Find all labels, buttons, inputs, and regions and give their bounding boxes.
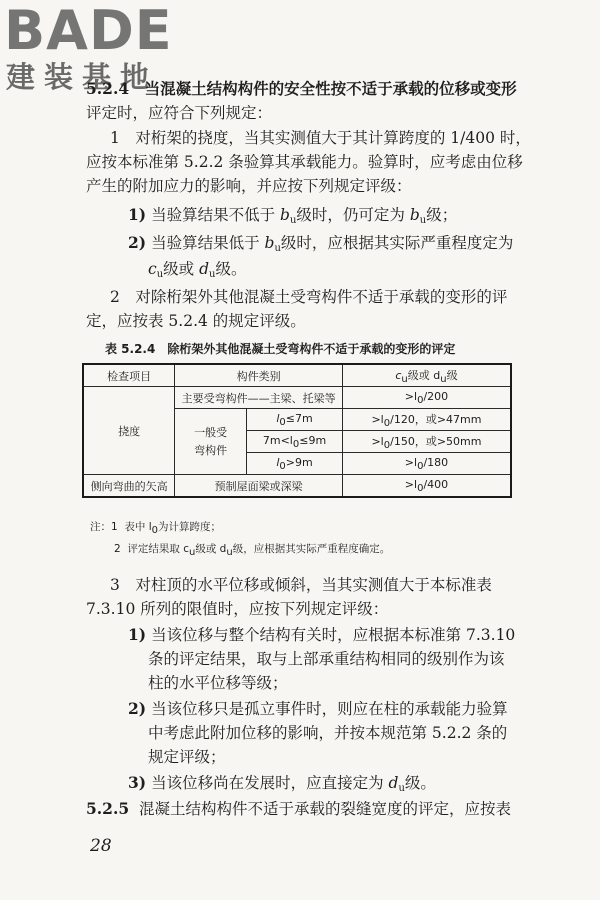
- item1-sub1-text-a: 当验算结果不低于: [151, 206, 280, 224]
- sub-0: 0: [279, 416, 286, 428]
- note-2-text-a: 评定结果取 c: [127, 543, 189, 555]
- note-1-text-b: 为计算跨度；: [158, 521, 222, 533]
- item1-sub2b-text-b: 级。: [215, 260, 247, 278]
- sub-u: u: [401, 373, 408, 385]
- limit-pre: >l: [404, 455, 418, 469]
- var-c: c: [148, 260, 157, 278]
- clause-525-num: 5.2.5: [86, 799, 130, 818]
- table-row: [83, 475, 511, 498]
- sub-0: 0: [279, 460, 286, 472]
- sub-0: 0: [417, 460, 424, 472]
- sub-0: 0: [417, 394, 424, 406]
- cell-main-member: 主要受弯构件——主梁、托梁等: [175, 387, 343, 409]
- item3-sub2-text: 当该位移只是孤立事件时，则应在柱的承载能力验算: [151, 700, 508, 718]
- cell-precast: 预制屋面梁或深梁: [175, 475, 343, 498]
- th-check-item: 检查项目: [83, 364, 175, 387]
- general-line2: 弯构件: [194, 443, 228, 457]
- table-header-row: [83, 364, 511, 387]
- table-caption: 表 5.2.4 除桁架外其他混凝土受弯构件不适于承载的变形的评定: [105, 342, 456, 356]
- var-c: c: [395, 368, 402, 382]
- var-b: b: [280, 206, 290, 224]
- item1-sub2-cont: [148, 258, 246, 286]
- page-number: 28: [90, 836, 112, 856]
- cell-limit-r3: [342, 431, 511, 453]
- item1-sub1: [128, 204, 457, 232]
- var-d: d: [388, 774, 399, 792]
- cell-deflection: 挠度: [83, 387, 175, 475]
- item1-sub1-num: 1): [128, 205, 147, 224]
- item3-sub2-line3: 规定评级；: [148, 748, 226, 766]
- var-d: d: [199, 260, 210, 278]
- cell-general-member: [175, 409, 247, 475]
- item1-line1: 1 对桁架的挠度，当其实测值大于其计算跨度的 1/400 时，: [110, 129, 531, 147]
- limit-pre: >l: [404, 477, 418, 491]
- th-grade-mid: 级或 d: [407, 368, 441, 382]
- item3-sub2-line2: 中考虑此附加位移的影响，并按本规范第 5.2.2 条的: [148, 724, 508, 742]
- item3-sub1-line2: 条的评定结果，取与上部承重结构相同的级别作为该: [148, 650, 505, 668]
- item3-sub2-num: 2): [128, 699, 147, 718]
- clause-524-line1: 5.2.4 当混凝土结构构件的安全性按不适于承载的位移或变形: [86, 79, 517, 98]
- note-1-label: 注：1: [90, 521, 118, 533]
- clause-525: [86, 798, 511, 820]
- logo-brand: BADE: [4, 0, 173, 62]
- limit-pre: >l: [371, 434, 384, 448]
- item2-line2: 定，应按表 5.2.4 的规定评级。: [86, 312, 306, 330]
- cell-limit-r4: [342, 453, 511, 475]
- var-b: b: [264, 234, 275, 252]
- limit-post: /400: [423, 477, 449, 491]
- note-2-text-c: 级，应根据其实际严重程度确定。: [232, 543, 391, 555]
- cell-main-limit: [342, 387, 511, 409]
- sub-u: u: [419, 215, 427, 226]
- clause-524-line2: 评定时，应符合下列规定：: [86, 104, 273, 122]
- sub-u: u: [274, 243, 281, 254]
- item1-sub2-text-a: 当验算结果低于: [151, 234, 265, 252]
- item1-sub2-num: 2): [128, 233, 147, 252]
- sub-u: u: [440, 373, 447, 385]
- cond-post: >9m: [285, 455, 313, 469]
- sub-0: 0: [383, 417, 391, 429]
- sub-0: 0: [417, 482, 424, 494]
- sub-u: u: [289, 215, 297, 226]
- th-grade: [342, 364, 511, 387]
- sub-u: u: [189, 547, 196, 558]
- item1-sub2: [128, 232, 513, 260]
- limit-post: /180: [423, 455, 449, 469]
- limit-pre: >l: [404, 389, 418, 403]
- cond-pre: 7m<l: [262, 433, 293, 447]
- note-1-text-a: 表中 l: [124, 521, 152, 533]
- sub-u: u: [226, 547, 233, 558]
- item3-sub1-num: 1): [128, 625, 147, 644]
- sub-u: u: [398, 783, 405, 794]
- item1-line3: 产生的附加应力的影响，并应按下列规定评级：: [86, 177, 412, 195]
- th-member-type: 构件类别: [175, 364, 343, 387]
- item1-sub1-text-c: 级；: [426, 206, 458, 224]
- cell-cond-r3: [247, 431, 343, 453]
- limit-pre: >l: [371, 412, 384, 426]
- note-2: [114, 541, 390, 558]
- cell-cond-r4: [247, 453, 343, 475]
- item2-line1: 2 对除桁架外其他混凝土受弯构件不适于承载的变形的评: [110, 288, 508, 306]
- limit-post: /200: [423, 389, 449, 403]
- item3-line1: 3 对柱顶的水平位移或倾斜，当其实测值大于本标准表: [110, 576, 492, 594]
- item1-sub2-text-b: 级时，应根据其实际严重程度定为: [280, 234, 514, 252]
- sub-u: u: [209, 269, 216, 280]
- var-l: l: [276, 455, 280, 469]
- logo-cn-text: 建装基地: [6, 60, 159, 94]
- item3-sub2-line1: [128, 698, 508, 720]
- cell-limit-r5: [342, 475, 511, 498]
- item1-line2: 应按本标准第 5.2.2 条验算其承载能力。验算时，应考虑由位移: [86, 153, 523, 171]
- item3-sub1-line3: 柱的水平位移等级；: [148, 674, 288, 692]
- cell-limit-r2: [342, 409, 511, 431]
- var-l: l: [276, 411, 280, 425]
- table-row: [83, 387, 511, 409]
- clause-525-text: 混凝土结构构件不适于承载的裂缝宽度的评定，应按表: [139, 800, 512, 818]
- sub-0: 0: [292, 438, 300, 450]
- cell-lateral: 侧向弯曲的矢高: [83, 475, 175, 498]
- cell-cond-r2: [247, 409, 343, 431]
- note-2-text-b: 级或 d: [195, 543, 227, 555]
- item1-sub1-text-b: 级时，仍可定为: [296, 206, 410, 224]
- var-b: b: [409, 206, 420, 224]
- item1-sub2b-text-a: 级或: [163, 260, 200, 278]
- cond-post: ≤9m: [299, 433, 327, 447]
- item3-sub1-line1: [128, 624, 515, 646]
- item3-sub3-text-b: 级。: [404, 774, 436, 792]
- item3-sub3-num: 3): [128, 773, 147, 792]
- limit-post: /120，或>47mm: [390, 412, 482, 426]
- cond-post: ≤7m: [285, 411, 313, 425]
- item3-line2: 7.3.10 所列的限值时，应按下列规定评级：: [86, 600, 389, 618]
- deformation-table: [82, 363, 512, 498]
- general-line1: 一般受: [194, 425, 228, 439]
- sub-0: 0: [383, 439, 391, 451]
- sub-u: u: [156, 269, 164, 280]
- limit-post: /150，或>50mm: [390, 434, 482, 448]
- th-grade-end: 级: [446, 368, 458, 382]
- item3-sub1-text: 当该位移与整个结构有关时，应根据本标准第 7.3.10: [151, 626, 516, 644]
- item3-sub3: [128, 772, 436, 800]
- note-1: [90, 519, 221, 536]
- note-2-label: 2: [114, 543, 121, 555]
- sub-0: 0: [151, 525, 159, 536]
- item3-sub3-text-a: 当该位移尚在发展时，应直接定为: [151, 774, 389, 792]
